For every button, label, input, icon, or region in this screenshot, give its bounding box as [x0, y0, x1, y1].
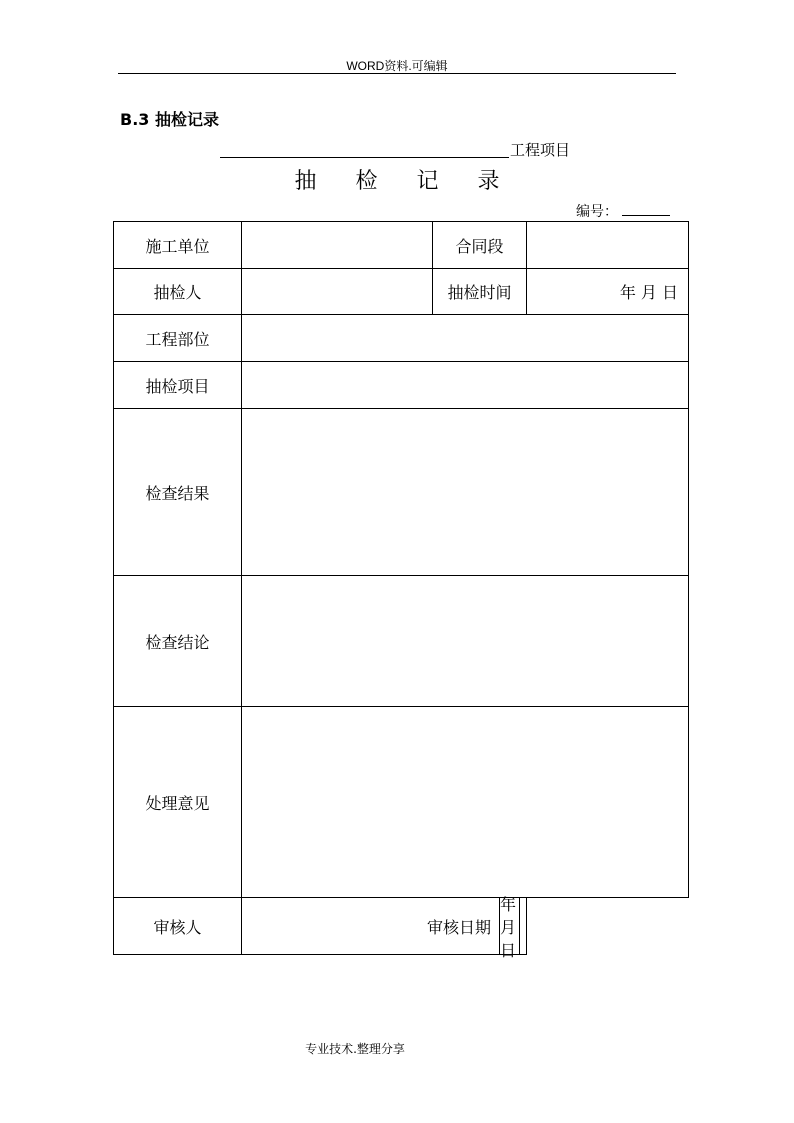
inspection-time-label: 抽检时间: [433, 269, 527, 315]
number-field: [576, 201, 670, 221]
handling-opinion-value: [242, 707, 689, 898]
handling-opinion-label: 处理意见: [114, 707, 242, 898]
inspector-label: 抽检人: [114, 269, 242, 315]
table-row: [114, 576, 689, 707]
document-title: 抽 检 记 录: [294, 169, 516, 194]
contract-section-value: [527, 222, 689, 269]
number-blank: [622, 201, 670, 216]
reviewer-label: 审核人: [114, 898, 242, 955]
number-label: 编号：: [576, 204, 618, 220]
review-date-group: [426, 894, 527, 960]
project-part-label: 工程部位: [114, 315, 242, 362]
inspection-item-value: [242, 362, 689, 409]
check-conclusion-label: 检查结论: [114, 576, 242, 707]
table-row: [114, 707, 689, 898]
project-label: 工程项目: [510, 141, 571, 159]
table-row: [114, 898, 689, 955]
table-row: [114, 409, 689, 576]
table-row: [114, 362, 689, 409]
project-name-blank: [220, 157, 509, 158]
table-row: [114, 315, 689, 362]
review-date-label: 审核日期: [419, 898, 500, 954]
inspector-value: [242, 269, 433, 315]
check-result-value: [242, 409, 689, 576]
inspection-item-label: 抽检项目: [114, 362, 242, 409]
page-header: WORD资料.可编辑: [346, 59, 448, 73]
construction-unit-label: 施工单位: [114, 222, 242, 269]
check-conclusion-value: [242, 576, 689, 707]
inspection-record-table: [113, 221, 689, 960]
header-rule: [118, 73, 676, 74]
contract-section-label: 合同段: [433, 222, 527, 269]
project-part-value: [242, 315, 689, 362]
section-heading: B.3 抽检记录: [120, 110, 219, 129]
check-result-label: 检查结果: [114, 409, 242, 576]
table-row: [114, 222, 689, 269]
page-footer: 专业技术.整理分享: [305, 1042, 405, 1056]
construction-unit-value: [242, 222, 433, 269]
table-row: [114, 269, 689, 315]
inspection-date-value: 年 月 日: [527, 269, 689, 315]
review-date-value: 年 月 日: [500, 894, 517, 960]
